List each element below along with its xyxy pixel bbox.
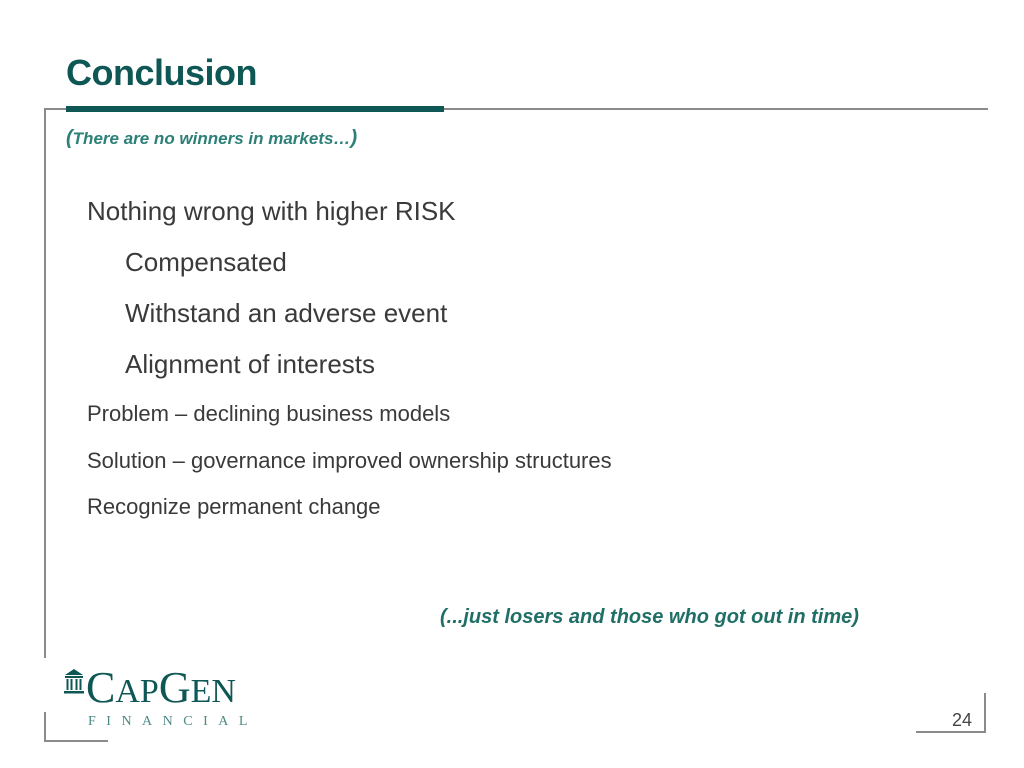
building-columns-icon	[64, 668, 84, 694]
slide-subtitle	[66, 127, 357, 150]
subtitle-text: There are no winners in markets…	[72, 129, 351, 148]
bullet-item: Solution – governance improved ownership structures	[87, 448, 612, 473]
bullet-subitem: Withstand an adverse event	[125, 298, 448, 328]
title-underline	[66, 106, 444, 112]
corner-rule	[44, 740, 108, 742]
corner-rule	[916, 731, 986, 733]
logo-wordmark	[86, 663, 236, 712]
slide-title: Conclusion	[66, 52, 257, 93]
bullet-item: Nothing wrong with higher RISK	[87, 196, 456, 226]
bullet-item: Problem – declining business models	[87, 401, 451, 426]
logo-letter: C	[86, 663, 116, 712]
bullet-item: Recognize permanent change	[87, 494, 381, 519]
closing-quote: (...just losers and those who got out in time)	[440, 606, 859, 628]
left-rule	[44, 108, 46, 658]
capgen-logo	[64, 663, 258, 736]
logo-letters: AP	[115, 673, 159, 710]
subtitle-close-paren: )	[350, 127, 358, 149]
bullet-subitem: Alignment of interests	[125, 349, 376, 379]
corner-rule	[984, 693, 986, 733]
page-number: 24	[952, 710, 973, 730]
corner-rule	[44, 712, 46, 742]
subtitle-open-paren: (	[66, 127, 73, 149]
logo-letters: EN	[190, 673, 236, 710]
logo-subtitle: FINANCIAL	[88, 714, 258, 729]
bullet-subitem: Compensated	[125, 247, 287, 277]
logo-letter: G	[158, 663, 191, 712]
